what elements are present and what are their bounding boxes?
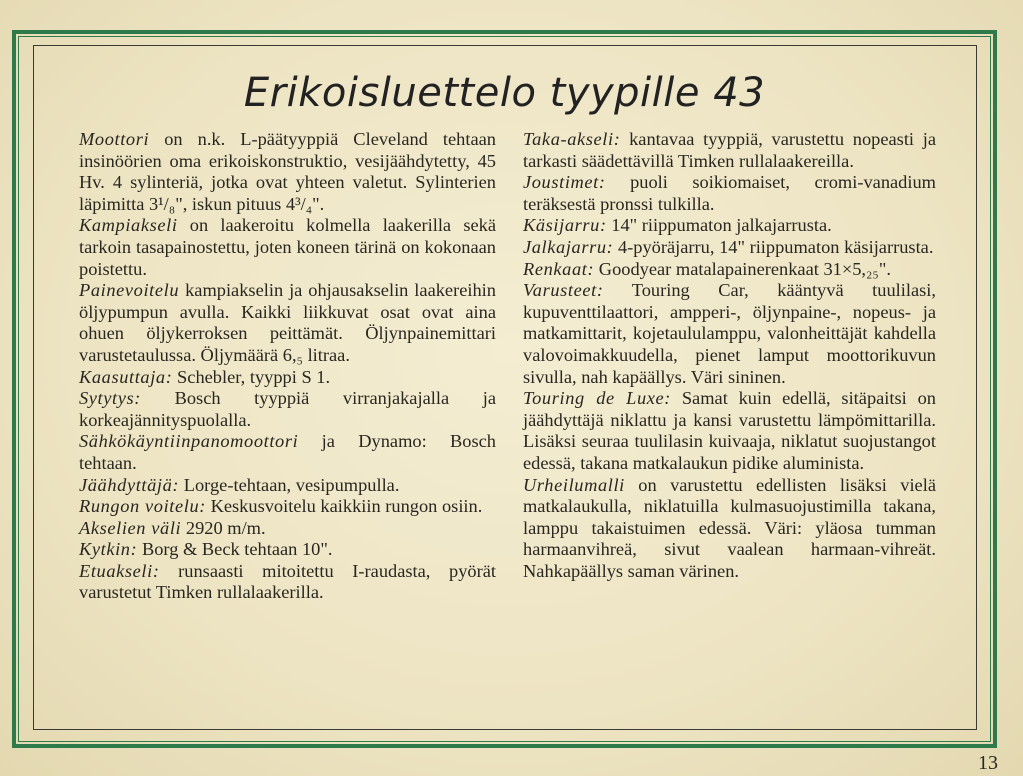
- spec-term: Touring de Luxe:: [523, 388, 672, 409]
- spec-term: Etuakseli:: [79, 560, 160, 581]
- spec-term: Urheilumalli: [523, 474, 625, 495]
- spec-text: 4-pyöräjarru, 14" riippumaton käsijarrusta.: [613, 236, 934, 257]
- spec-text: Bosch tyyppiä virranjakajalla ja korkeajännityspuolalla.: [79, 388, 496, 430]
- spec-term: Joustimet:: [523, 172, 606, 193]
- spec-entry: [523, 215, 936, 237]
- spec-term: Kampiakseli: [79, 215, 178, 236]
- spec-entry: [523, 237, 936, 259]
- spec-text: on n.k. L-päätyyppiä Cleveland tehtaan insinöörien oma erikoiskonstruktio, vesijäähdytetty, 45 Hv. 4 sylinteriä, jotka ovat yhteen valetut. Sylinterien läpimitta 3¹/₈", iskun pituus 4³/₄".: [79, 129, 496, 214]
- spec-text: runsaasti mitoitettu I-raudasta, pyörät varustetut Timken rullalaakerilla.: [79, 560, 496, 603]
- spec-term: Sytytys:: [79, 388, 141, 409]
- spec-text: Schebler, tyyppi S 1.: [172, 366, 331, 387]
- spec-entry: [79, 475, 496, 497]
- spec-entry: [79, 367, 496, 389]
- left-column: [79, 129, 496, 604]
- spec-text: 2920 m/m.: [181, 517, 266, 538]
- spec-text: puoli soikiomaiset, cromi-vanadium teräksestä pronssi tulkilla.: [523, 172, 936, 214]
- spec-entry: [79, 280, 496, 366]
- spec-text: 14" riippumaton jalkajarrusta.: [606, 215, 832, 236]
- spec-term: Kytkin:: [79, 539, 138, 560]
- spec-term: Kaasuttaja:: [79, 366, 173, 387]
- spec-text: Samat kuin edellä, sitäpaitsi on jäähdyttäjä niklattu ja kansi varustettu lämpömittarilla. Lisäksi seuraa tuulilasin kuivaaja, niklatut suojustangot edessä, takana matkalaukun pidike aluminista.: [523, 388, 936, 473]
- spec-entry: [523, 388, 936, 474]
- spec-text: on laakeroitu kolmella laakerilla sekä tarkoin tasapainostettu, joten koneen tärinä on kokonaan poistettu.: [79, 215, 496, 279]
- spec-term: Painevoitelu: [79, 280, 180, 301]
- spec-entry: [523, 172, 936, 215]
- spec-entry: [79, 561, 496, 604]
- spec-text: kantavaa tyyppiä, varustettu nopeasti ja tarkasti säädettävillä Timken rullalaakereilla.: [523, 129, 936, 171]
- spec-text: Borg & Beck tehtaan 10".: [137, 539, 333, 560]
- spec-entry: [523, 280, 936, 388]
- spec-term: Käsijarru:: [523, 215, 607, 236]
- spec-entry: [523, 129, 936, 172]
- page-number: 13: [978, 752, 998, 774]
- spec-entry: [79, 518, 496, 540]
- spec-entry: [79, 388, 496, 431]
- spec-entry: [79, 129, 496, 215]
- right-column: [523, 129, 936, 582]
- spec-entry: [79, 496, 496, 518]
- spec-term: Varusteet:: [523, 280, 604, 301]
- spec-text: ja Dynamo: Bosch tehtaan.: [79, 431, 496, 473]
- spec-term: Jalkajarru:: [523, 236, 614, 257]
- spec-term: Taka-akseli:: [523, 129, 621, 149]
- spec-entry: [79, 539, 496, 561]
- spec-entry: [79, 215, 496, 280]
- spec-term: Renkaat:: [523, 258, 595, 279]
- spec-entry: [523, 259, 936, 281]
- spec-text: Keskusvoitelu kaikkiin rungon osiin.: [205, 496, 483, 517]
- page-title: Erikoisluettelo tyypille 43: [243, 70, 766, 116]
- spec-text: kampiakselin ja ohjausakselin laakereihin öljypumpun avulla. Kaikki liikkuvat osat ovat aina ohuen öljykerroksen peittämät. Öljynpainemittari varustetaulussa. Öljymäärä 6,₅ litraa.: [79, 280, 496, 365]
- spec-term: Moottori: [79, 129, 150, 149]
- spec-term: Sähkökäyntiinpanomoottori: [79, 431, 299, 452]
- spec-term: Rungon voitelu:: [79, 496, 206, 517]
- spec-entry: [79, 431, 496, 474]
- spec-text: Lorge-tehtaan, vesipumpulla.: [179, 474, 400, 495]
- spec-text: Touring Car, kääntyvä tuulilasi, kupuventtilaattori, ampperi-, öljynpaine-, nopeus- ja matkamittarit, kojetaululamppu, valonheittäjät kahdella valovoimakkuudella, pienet lamput moottorikuvun sivulla, nah kapäällys. Väri sininen.: [523, 280, 936, 387]
- spec-term: Akselien väli: [79, 517, 182, 538]
- spec-text: on varustettu edellisten lisäksi vielä matkalaukulla, niklatuilla kulmasuojustimilla takana, lamppu takaistuimen edessä. Väri: yläosa tumman harmaanvihreä, sivut vaalean harmaan-vihreät. Nahkapäällys saman värinen.: [523, 474, 936, 581]
- spec-entry: [523, 475, 936, 583]
- spec-text: Goodyear matalapainerenkaat 31×5,₂₅".: [594, 258, 891, 279]
- spec-term: Jäähdyttäjä:: [79, 474, 180, 495]
